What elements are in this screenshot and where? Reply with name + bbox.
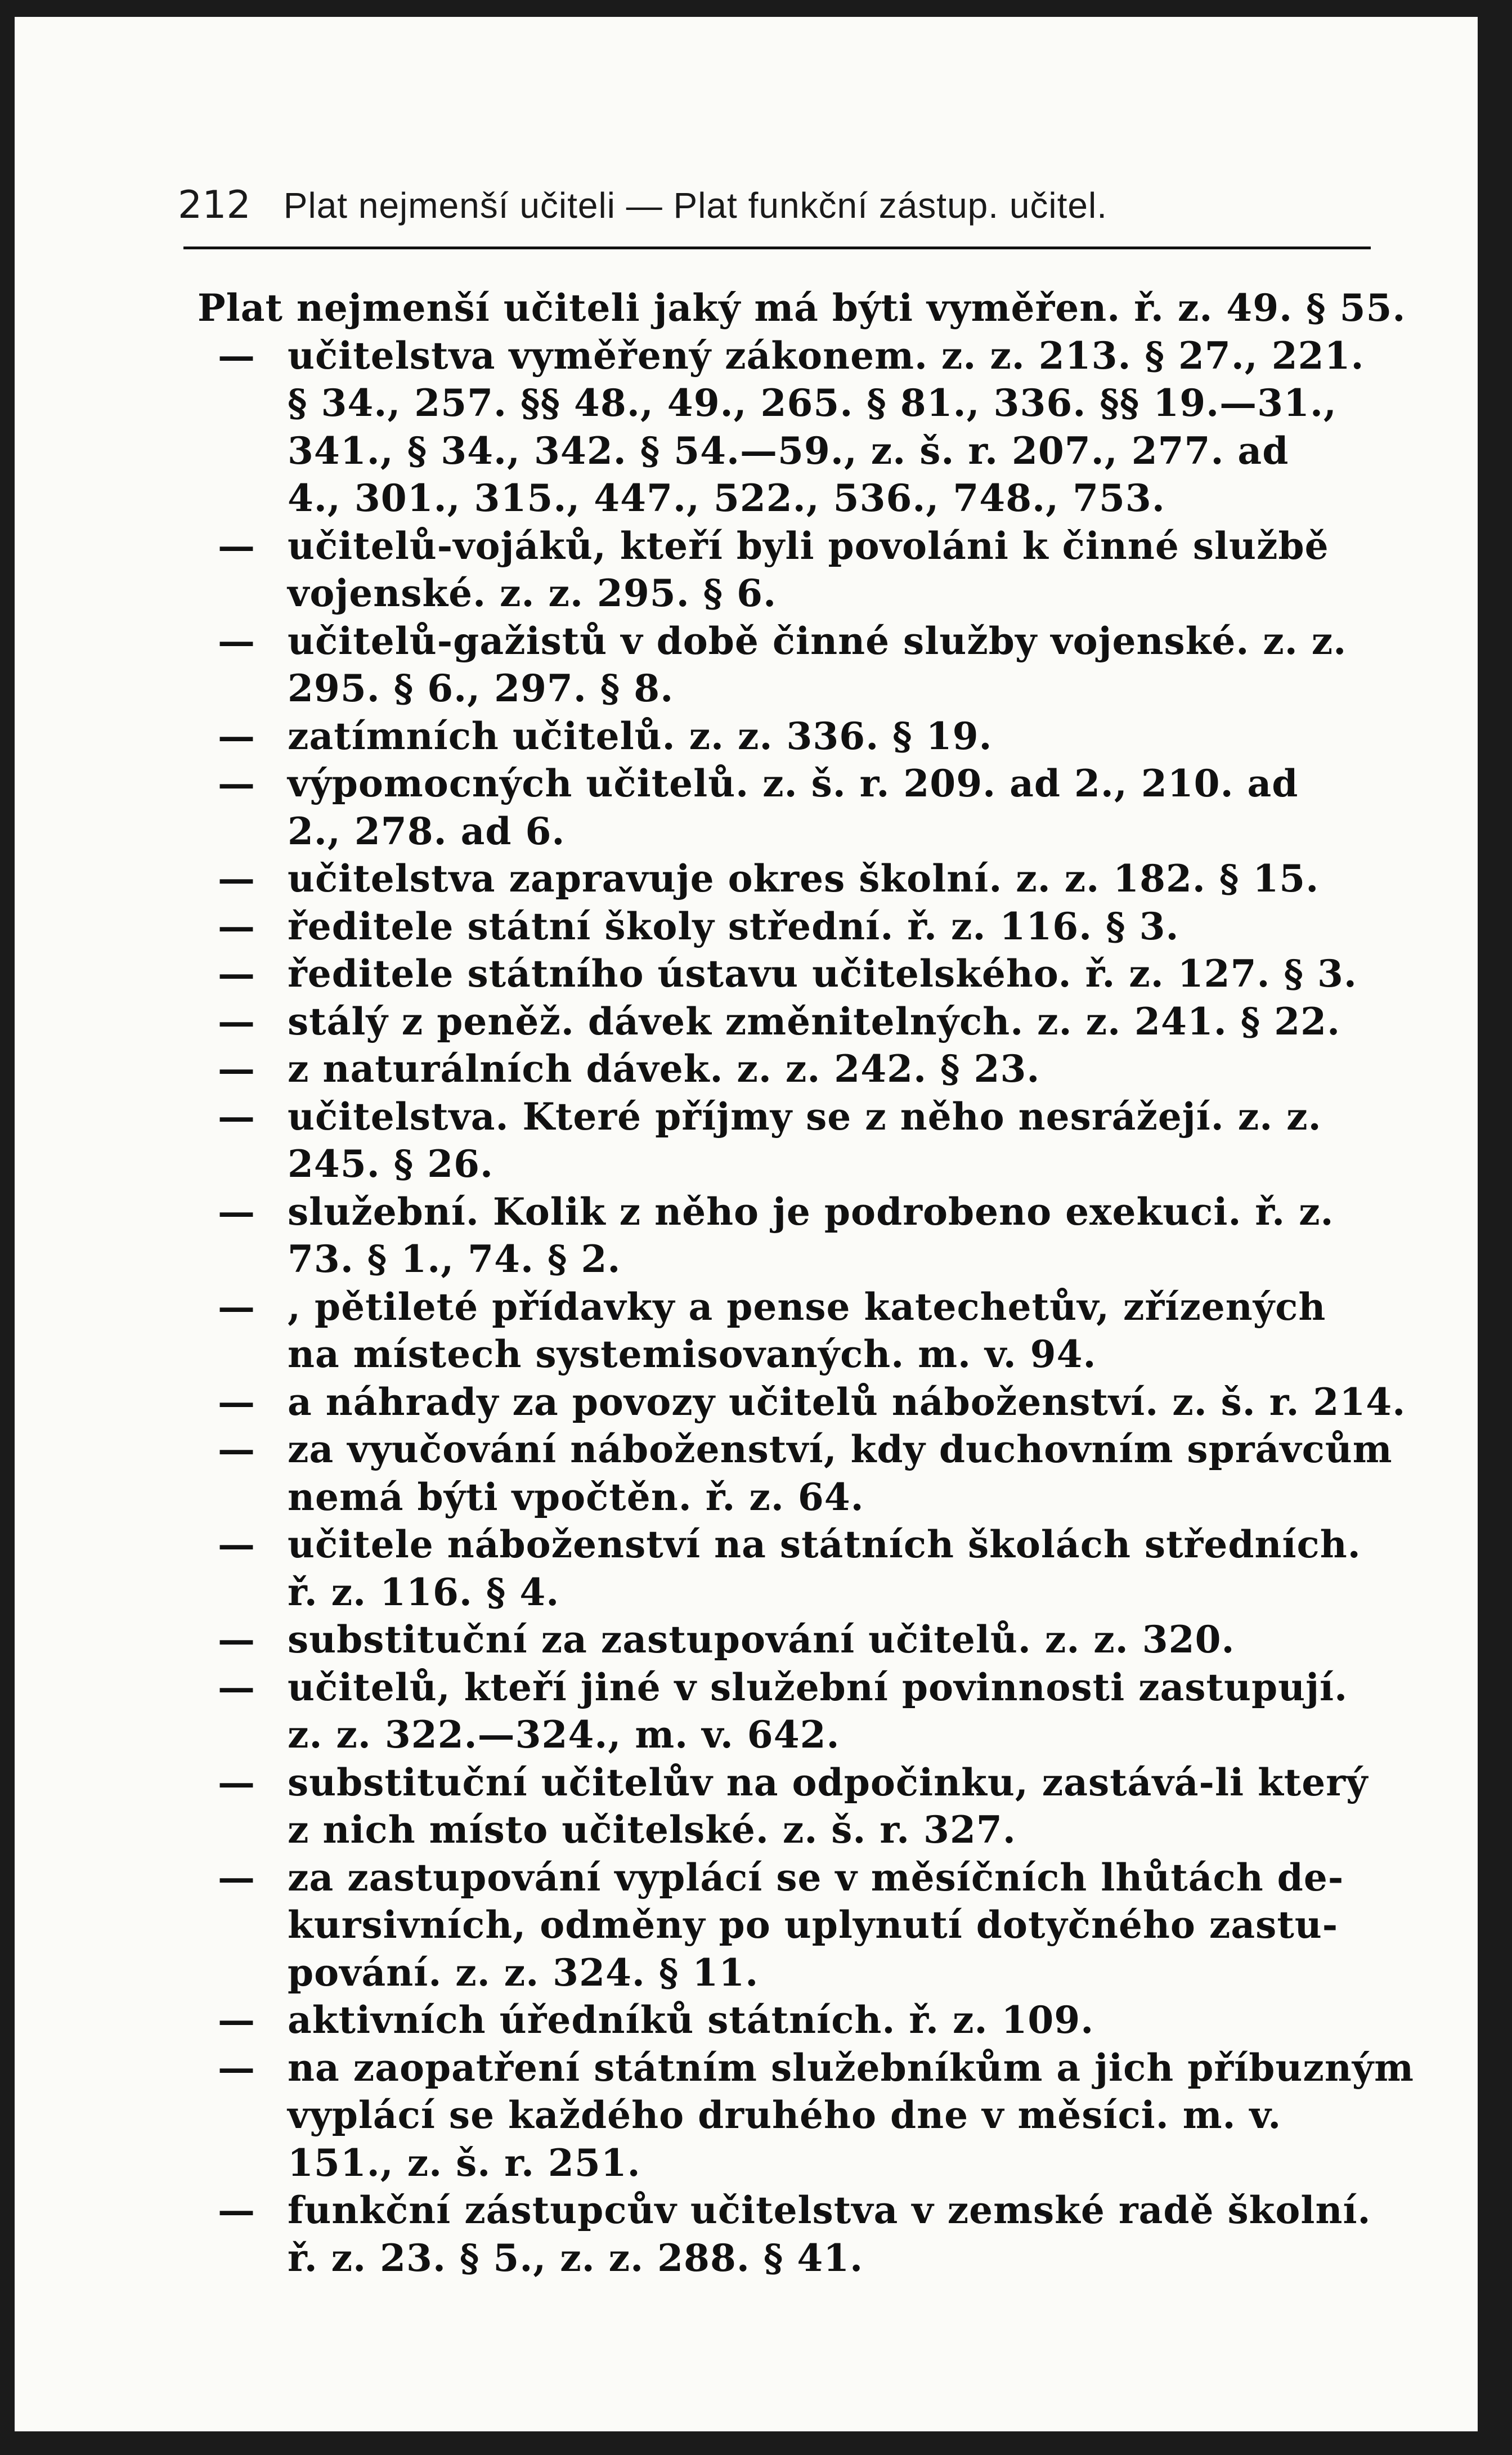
entry-line: 4., 301., 315., 447., 522., 536., 748., 753. — [288, 476, 1165, 520]
entry-dash: — — [218, 1047, 255, 1091]
entry-dash: — — [218, 857, 255, 901]
entry-line: učitelstva vyměřený zákonem. z. z. 213. § 27., 221. — [288, 333, 1365, 378]
entry-dash: — — [218, 1760, 255, 1804]
index-heading-entry — [198, 284, 1406, 332]
entry-line: učitelů-vojáků, kteří byli povoláni k činné službě — [288, 523, 1329, 568]
entry-line: vojenské. z. z. 295. § 6. — [288, 571, 777, 615]
index-entry — [198, 903, 1379, 951]
entry-dash: — — [218, 1284, 255, 1329]
entry-line: Plat nejmenší učiteli jaký má býti vyměřen. ř. z. 49. § 55. — [198, 286, 1406, 330]
running-header — [178, 174, 1360, 236]
index-entry — [198, 522, 1379, 617]
entry-line: učitele náboženství na státních školách středních. — [288, 1522, 1361, 1566]
index-entry — [198, 1759, 1379, 1854]
index-entry — [198, 713, 1379, 760]
entry-line: substituční učitelův na odpočinku, zastává-li který — [288, 1760, 1369, 1804]
index-entry — [198, 1616, 1379, 1664]
index-entry — [198, 1188, 1379, 1283]
index-entry — [198, 617, 1379, 713]
index-entry — [198, 855, 1379, 903]
entry-line: učitelů, kteří jiné v služební povinnosti zastupují. — [288, 1665, 1348, 1709]
index-entry — [198, 1854, 1379, 1997]
entry-line: , pětileté přídavky a pense katechetův, zřízených — [288, 1284, 1326, 1329]
entry-line: § 34., 257. §§ 48., 49., 265. § 81., 336. §§ 19.—31., — [288, 381, 1337, 425]
entry-line: nemá býti vpočtěn. ř. z. 64. — [288, 1475, 864, 1519]
entry-line: zatímních učitelů. z. z. 336. § 19. — [288, 714, 993, 758]
entry-line: učitelstva. Které příjmy se z něho nesrážejí. z. z. — [288, 1094, 1322, 1139]
entry-line: služební. Kolik z něho je podrobeno exekuci. ř. z. — [288, 1189, 1334, 1234]
entry-dash: — — [218, 2188, 255, 2232]
entry-line: učitelstva zapravuje okres školní. z. z. 182. § 15. — [288, 857, 1320, 901]
entry-dash: — — [218, 904, 255, 948]
entry-dash: — — [218, 1379, 255, 1424]
entry-line: z. z. 322.—324., m. v. 642. — [288, 1713, 840, 1757]
entry-line: učitelů-gažistů v době činné služby vojenské. z. z. — [288, 619, 1347, 663]
index-entry — [198, 2187, 1379, 2282]
entry-line: ředitele státní školy střední. ř. z. 116. § 3. — [288, 904, 1179, 948]
page-number: 212 — [178, 183, 251, 227]
header-rule — [183, 247, 1371, 249]
index-entry — [198, 1045, 1379, 1093]
entry-line: vyplácí se každého druhého dne v měsíci. m. v. — [288, 2093, 1282, 2137]
index-entry — [198, 1996, 1379, 2044]
entry-line: na zaopatření státním služebníkům a jich příbuzným — [288, 2045, 1414, 2090]
entry-line: za zastupování vyplácí se v měsíčních lhůtách de- — [288, 1855, 1344, 1900]
entry-dash: — — [218, 1189, 255, 1234]
entry-dash: — — [218, 1427, 255, 1471]
entry-line: substituční za zastupování učitelů. z. z. 320. — [288, 1618, 1235, 1661]
entry-dash: — — [218, 1618, 255, 1661]
index-entry — [198, 998, 1379, 1046]
entry-line: kursivních, odměny po uplynutí dotyčného zastu- — [288, 1903, 1339, 1947]
index-entry — [198, 1521, 1379, 1616]
entry-line: aktivních úředníků státních. ř. z. 109. — [288, 1998, 1094, 2042]
entry-line: 245. § 26. — [288, 1142, 494, 1186]
book-page — [15, 17, 1478, 2431]
index-entry — [198, 1664, 1379, 1759]
entry-dash: — — [218, 999, 255, 1043]
entry-dash: — — [218, 1094, 255, 1139]
entry-line: ředitele státního ústavu učitelského. ř. z. 127. § 3. — [288, 952, 1357, 996]
index-entries — [198, 284, 1414, 2282]
index-entry — [198, 950, 1379, 998]
entry-line: 295. § 6., 297. § 8. — [288, 666, 674, 710]
entry-line: stálý z peněž. dávek změnitelných. z. z. 241. § 22. — [288, 999, 1341, 1043]
entry-line: 151., z. š. r. 251. — [288, 2140, 641, 2185]
running-title: Plat nejmenší učiteli — Plat funkční zástup. učitel. — [283, 185, 1107, 226]
entry-dash: — — [218, 523, 255, 568]
index-entry — [198, 332, 1379, 522]
index-entry — [198, 1426, 1393, 1521]
entry-line: 2., 278. ad 6. — [288, 809, 566, 853]
entry-dash: — — [218, 1855, 255, 1900]
entry-line: na místech systemisovaných. m. v. 94. — [288, 1332, 1097, 1376]
entry-line: funkční zástupcův učitelstva v zemské radě školní. — [288, 2188, 1371, 2232]
index-entry — [198, 1283, 1379, 1378]
entry-dash: — — [218, 2045, 255, 2090]
entry-line: pování. z. z. 324. § 11. — [288, 1950, 759, 1995]
entry-line: za vyučování náboženství, kdy duchovním správcům — [288, 1427, 1393, 1471]
entry-dash: — — [218, 333, 255, 378]
entry-line: z naturálních dávek. z. z. 242. § 23. — [288, 1047, 1040, 1091]
entry-dash: — — [218, 1998, 255, 2042]
entry-line: ř. z. 116. § 4. — [288, 1570, 560, 1614]
entry-line: ř. z. 23. § 5., z. z. 288. § 41. — [288, 2236, 864, 2280]
entry-dash: — — [218, 761, 255, 805]
entry-line: 341., § 34., 342. § 54.—59., z. š. r. 207., 277. ad — [288, 428, 1289, 473]
entry-line: a náhrady za povozy učitelů náboženství. z. š. r. 214. — [288, 1379, 1406, 1424]
entry-dash: — — [218, 1522, 255, 1566]
entry-line: z nich místo učitelské. z. š. r. 327. — [288, 1808, 1016, 1852]
index-entry — [198, 760, 1379, 855]
entry-dash: — — [218, 714, 255, 758]
entry-line: výpomocných učitelů. z. š. r. 209. ad 2., 210. ad — [288, 761, 1299, 805]
index-entry — [198, 1378, 1406, 1426]
entry-dash: — — [218, 619, 255, 663]
entry-dash: — — [218, 952, 255, 996]
entry-line: 73. § 1., 74. § 2. — [288, 1237, 621, 1281]
index-entry — [198, 1093, 1379, 1188]
entry-dash: — — [218, 1665, 255, 1709]
index-entry — [198, 2044, 1414, 2187]
